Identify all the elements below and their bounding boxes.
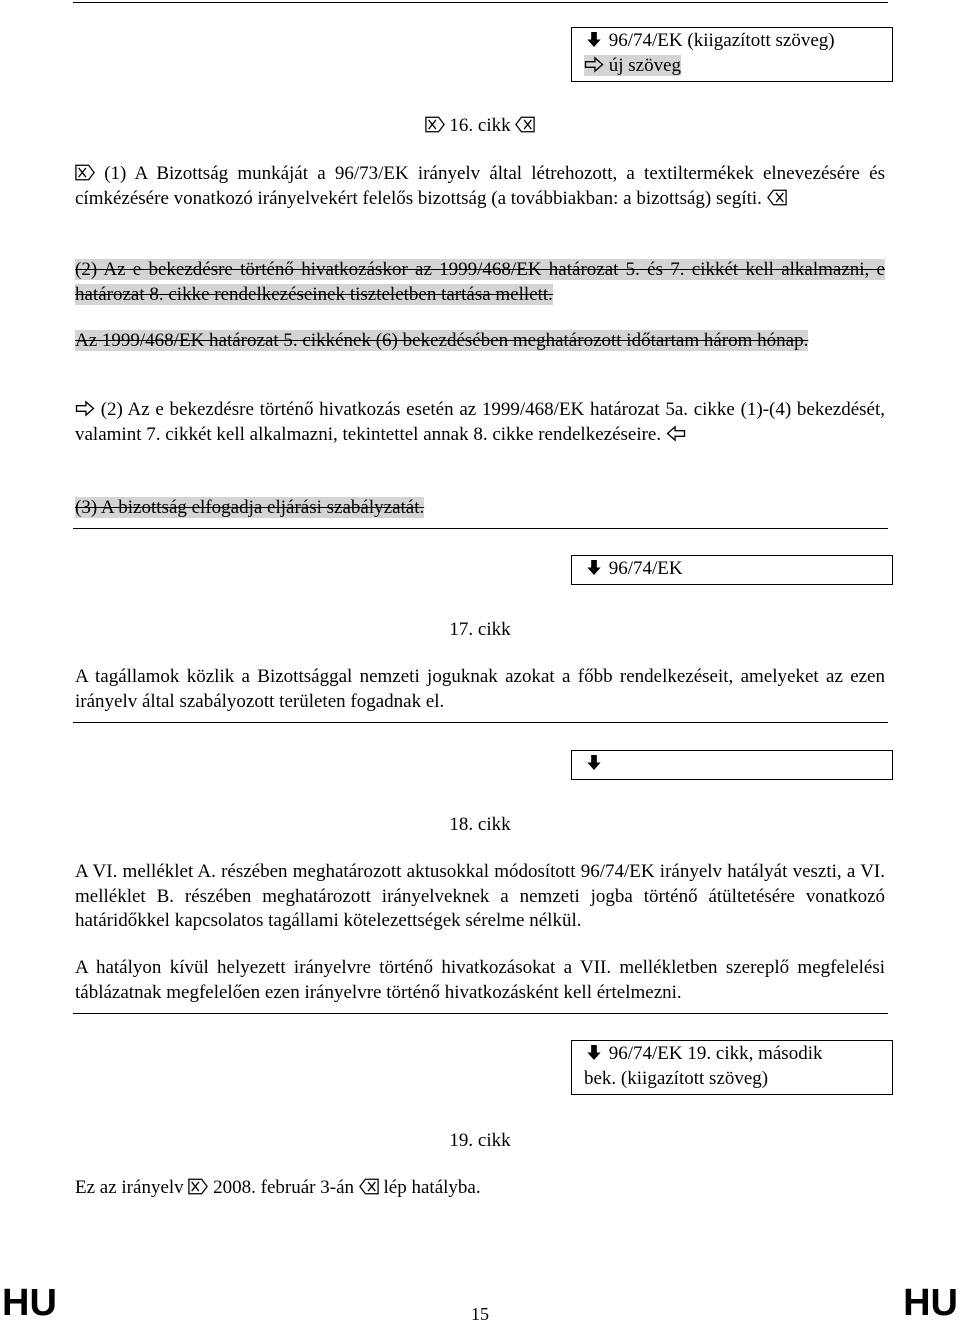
deleted-end-icon [359,1178,379,1195]
article-16-paragraph-3-old-deleted: (3) A bizottság elfogadja eljárási szabályzatát. [75,497,425,518]
article-heading-text: 16. cikk [449,115,511,136]
section-rule [73,1013,888,1014]
source-reference-box [571,750,893,780]
deleted-end-icon [767,189,787,206]
language-code-right: HU [903,1282,958,1324]
deleted-start-icon [188,1178,208,1195]
source-reference-box [571,1040,893,1095]
article-18-paragraph-2: A hatályon kívül helyezett irányelvre történő hivatkozásokat a VII. mellékletben szereplő megfelelési táblázatnak megfelelően ezen irányelvre történő hivatkozásként kell értelmezni. [75,957,885,1003]
arrow-down-icon [584,1044,604,1061]
section-rule [73,722,888,723]
article-16-paragraph-2-deleted: (2) Az e bekezdésre történő hivatkozáskor az 1999/468/EK határozat 5. és 7. cikkét kell alkalmazni, e határozat 8. cikke rendelkezéseinek tiszteletben tartása mellett. [75,259,885,305]
reference-text: 96/74/EK (kiigazított szöveg) [608,30,835,51]
article-18-heading: 18. cikk [449,814,511,835]
article-18-paragraph-1: A VI. melléklet A. részében meghatározott aktusokkal módosított 96/74/EK irányelv hatályát veszti, a VI. melléklet B. részében meghatározott irányelveknek a nemzeti jogba történő átültetésére vonatkozó határidőkkel kapcsolatos tagállami kötelezettségek sérelme nélkül. [75,861,885,931]
article-17-paragraph-1: A tagállamok közlik a Bizottsággal nemzeti joguknak azokat a főbb rendelkezéseit, amelyeket az ezen irányelv által szabályozott területen fogadnak el. [75,666,885,712]
arrow-down-icon [584,754,604,771]
new-text-arrow-icon [75,400,95,417]
reference-new-text: új szöveg [608,54,682,76]
reference-text: 96/74/EK [608,558,683,579]
deleted-start-icon [75,164,95,181]
article-16-paragraph-3-deleted: Az 1999/468/EK határozat 5. cikkének (6) bekezdésében meghatározott időtartam három hónap. [75,330,809,351]
article-16-paragraph-2-new: (2) Az e bekezdésre történő hivatkozás esetén az 1999/468/EK határozat 5a. cikke (1)-(4) bekezdését, valamint 7. cikkét kell alkalmazni, tekintettel annak 8. cikke rendelkezéseire. [75,399,886,445]
article-17-heading: 17. cikk [449,619,511,640]
arrow-down-icon [584,31,604,48]
section-rule [73,528,888,529]
deleted-start-icon [425,116,445,133]
top-rule [73,2,888,3]
source-reference-box [571,555,893,585]
reference-text-line-2: bek. (kiigazított szöveg) [584,1067,769,1089]
arrow-down-icon [584,559,604,576]
language-code-left: HU [2,1282,57,1324]
reference-text: 96/74/EK 19. cikk, második [608,1043,823,1064]
article-19-heading: 19. cikk [449,1130,511,1151]
source-reference-box [571,27,893,82]
page-number: 15 [471,1304,489,1324]
article-16-paragraph-1: (1) A Bizottság munkáját a 96/73/EK irányelv által létrehozott, a textiltermékek elnevezésére és címkézésére vonatkozó irányelvekért felelős bizottság (a továbbiakban: a bizottság) segíti. [75,163,886,209]
article-16-heading [0,114,960,139]
article-19-paragraph-1: Ez az irányelv 2008. február 3-án lép hatályba. [75,1177,481,1198]
deleted-end-icon [515,116,535,133]
new-text-arrow-icon [584,56,604,73]
new-text-end-arrow-icon [666,425,686,442]
